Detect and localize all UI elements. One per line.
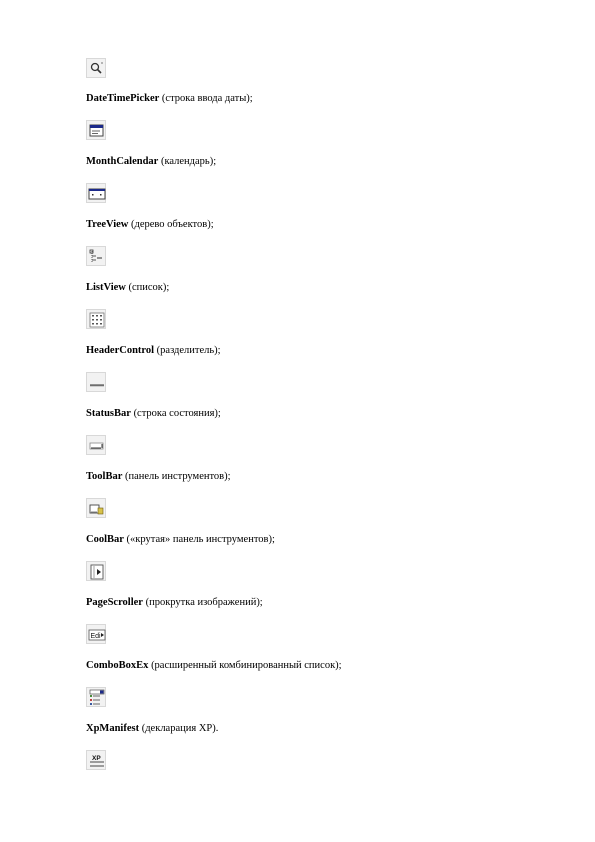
- component-description: (строка состояния);: [130, 408, 221, 419]
- component-description: (расширенный комбинированный список);: [148, 660, 342, 671]
- headercontrol-icon: [86, 372, 106, 392]
- datetimepicker-icon: [86, 120, 106, 140]
- component-name: MonthCalendar: [86, 156, 159, 167]
- treeview-icon: [86, 246, 106, 266]
- comboboxex-icon: [86, 687, 106, 707]
- list-item: [86, 408, 221, 420]
- list-item: [86, 345, 221, 357]
- monthcalendar-icon: [86, 183, 106, 203]
- component-description: (панель инструментов);: [122, 471, 231, 482]
- component-name: PageScroller: [86, 597, 143, 608]
- listview-icon: [86, 309, 106, 329]
- component-name: CoolBar: [86, 534, 124, 545]
- component-name: DateTimePicker: [86, 93, 160, 104]
- magnifier-icon: [86, 58, 106, 78]
- component-description: («крутая» панель инструментов);: [123, 534, 275, 545]
- component-name: ToolBar: [86, 471, 123, 482]
- component-description: (дерево объектов);: [128, 219, 214, 230]
- list-item: [86, 471, 231, 483]
- toolbar-icon: [86, 498, 106, 518]
- component-name: HeaderControl: [86, 345, 155, 356]
- coolbar-icon: [86, 561, 106, 581]
- component-name: XpManifest: [86, 723, 140, 734]
- list-item: [86, 282, 169, 294]
- statusbar-icon: [86, 435, 106, 455]
- component-description: (календарь);: [158, 156, 217, 167]
- list-item: [86, 723, 218, 735]
- component-name: StatusBar: [86, 408, 131, 419]
- list-item: [86, 93, 253, 105]
- list-item: [86, 219, 214, 231]
- pagescroller-icon: [86, 624, 106, 644]
- component-description: (строка ввода даты);: [159, 93, 253, 104]
- pagescroller-icon-text: Edi: [90, 633, 101, 640]
- component-name: ListView: [86, 282, 126, 293]
- xpmanifest-icon: [86, 750, 106, 770]
- component-description: (список);: [125, 282, 170, 293]
- component-name: ComboBoxEx: [86, 660, 149, 671]
- list-item: [86, 597, 263, 609]
- component-description: (разделитель);: [154, 345, 221, 356]
- xpmanifest-icon-text: XP: [92, 755, 101, 762]
- component-description: (декларация XP).: [139, 723, 219, 734]
- list-item: [86, 156, 216, 168]
- component-name: TreeView: [86, 219, 129, 230]
- list-item: [86, 534, 275, 546]
- component-description: (прокрутка изображений);: [142, 597, 263, 608]
- list-item: [86, 660, 342, 672]
